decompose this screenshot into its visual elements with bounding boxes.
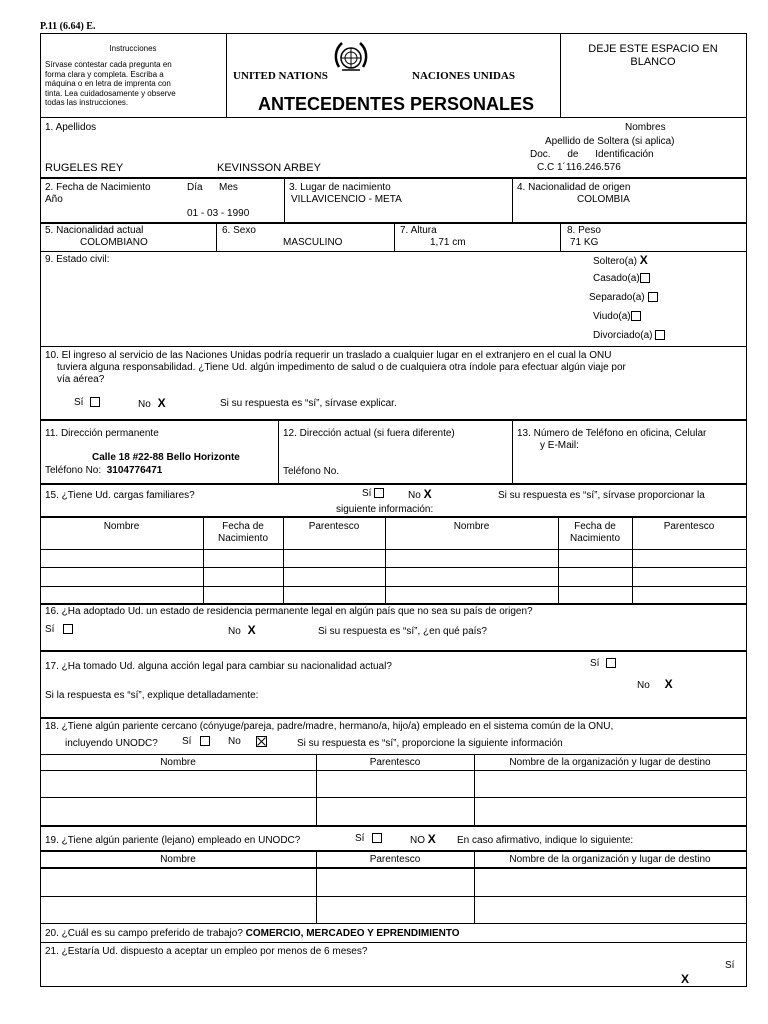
- q17-si-checkbox: [606, 658, 616, 668]
- q18-follow: Si su respuesta es “sí”, proporcione la siguiente información: [297, 738, 563, 749]
- checkbox-divorciado: [655, 330, 665, 340]
- height-field[interactable]: 1,71 cm: [430, 237, 466, 248]
- q1-soltera-label: Apellido de Soltera (si aplica): [545, 136, 675, 147]
- sex-field[interactable]: MASCULINO: [283, 237, 343, 248]
- checkbox-viudo: [631, 311, 641, 321]
- q1-doc-label: Doc. de Identificación: [530, 149, 654, 160]
- q19-si-option[interactable]: Sí: [355, 833, 382, 845]
- q1-label: 1. Apellidos: [45, 122, 97, 133]
- given-names-field[interactable]: KEVINSSON ARBEY: [217, 162, 321, 174]
- q8-label: 8. Peso: [567, 225, 601, 236]
- option-casado[interactable]: Casado(a): [593, 273, 650, 285]
- q18-label: 18. ¿Tiene algún pariente cercano (cónyuge/pareja, padre/madre, hermano/a, hijo/a) empleado en el sistema común de la ONU,: [45, 721, 614, 732]
- q21-si-label: Sí: [725, 960, 735, 971]
- q18-no-option[interactable]: No: [228, 736, 267, 748]
- q15-si-option[interactable]: Sí: [362, 488, 384, 500]
- birth-date-field[interactable]: 01 - 03 - 1990: [187, 208, 250, 219]
- q16-no-mark: X: [247, 623, 256, 637]
- current-nationality-field[interactable]: COLOMBIANO: [80, 237, 148, 248]
- q13-label: 13. Número de Teléfono en oficina, Celular: [517, 428, 707, 439]
- soltero-checked-mark: X: [639, 253, 648, 267]
- q18-col-organizacion: Nombre de la organización y lugar de destino: [509, 757, 711, 768]
- q17-no-mark: X: [664, 677, 673, 691]
- option-divorciado[interactable]: Divorciado(a): [593, 330, 665, 342]
- origin-nationality-field[interactable]: COLOMBIA: [577, 194, 630, 205]
- q15-no-mark: X: [423, 487, 432, 501]
- un-emblem-icon: [330, 37, 372, 82]
- q9-label: 9. Estado civil:: [45, 254, 110, 265]
- q10-explain: Si su respuesta es “sí”, sírvase explicar.: [220, 398, 397, 409]
- q6-label: 6. Sexo: [222, 225, 256, 236]
- q16-no-option[interactable]: No X: [228, 623, 256, 637]
- q19-no-option[interactable]: NO X: [410, 832, 436, 846]
- q18-si-checkbox: [200, 736, 210, 746]
- option-separado[interactable]: Separado(a): [589, 292, 658, 304]
- form-code: P.11 (6.64) E.: [40, 21, 96, 32]
- q3-label: 3. Lugar de nacimiento: [289, 182, 391, 193]
- instructions-title: Instrucciones: [109, 44, 157, 53]
- col-nacimiento-2: Nacimiento: [569, 533, 621, 544]
- q17-si-option[interactable]: Sí: [590, 658, 616, 670]
- blank-space-note: DEJE ESTE ESPACIO EN BLANCO: [588, 43, 718, 68]
- q19-no-mark: X: [427, 832, 436, 846]
- option-soltero[interactable]: Soltero(a) X: [593, 253, 648, 267]
- option-viudo[interactable]: Viudo(a): [593, 311, 641, 323]
- q10-no-option[interactable]: No X: [138, 396, 166, 410]
- col-parentesco-1: Parentesco: [308, 521, 360, 532]
- q16-si-checkbox: [63, 624, 73, 634]
- q7-label: 7. Altura: [400, 225, 437, 236]
- q2-mes: Mes: [219, 182, 238, 193]
- q2-anio: Año: [45, 194, 63, 205]
- q12-label: 12. Dirección actual (si fuera diferente): [283, 428, 455, 439]
- q18-col-parentesco: Parentesco: [369, 757, 421, 768]
- q5-label: 5. Nacionalidad actual: [45, 225, 144, 236]
- q19-si-checkbox: [372, 833, 382, 843]
- q19-col-organizacion: Nombre de la organización y lugar de destino: [509, 854, 711, 865]
- surname-field[interactable]: RUGELES REY: [45, 162, 124, 174]
- instructions-text: Sírvase contestar cada pregunta en forma clara y completa. Escriba a máquina o en letra de imprenta con tinta. Lea cuidadosamente y observe todas las instrucciones.: [45, 60, 176, 107]
- q10-si-option[interactable]: Sí: [74, 397, 100, 409]
- permanent-phone: Teléfono No: 3104776471: [45, 465, 163, 476]
- col-nombre-2: Nombre: [453, 521, 490, 532]
- q10-no-mark: X: [157, 396, 166, 410]
- q21-si-mark[interactable]: X: [681, 972, 690, 986]
- q20-question: 20. ¿Cuál es su campo preferido de trabajo? COMERCIO, MERCADEO Y EPRENDIMIENTO: [45, 928, 460, 939]
- q17-no-option[interactable]: No X: [637, 677, 673, 691]
- q11-label: 11. Dirección permanente: [45, 428, 159, 439]
- col-fecha-2: Fecha de: [574, 521, 616, 532]
- col-nacimiento-1: Nacimiento: [217, 533, 269, 544]
- q16-si-option[interactable]: Sí: [45, 624, 73, 636]
- q19-col-parentesco: Parentesco: [369, 854, 421, 865]
- q13-label2: y E-Mail:: [540, 440, 579, 451]
- col-fecha-1: Fecha de: [222, 521, 264, 532]
- q18-no-checkbox-checked: [256, 736, 267, 747]
- q15-follow: Si su respuesta es “sí”, sírvase proporcionar la: [498, 490, 705, 501]
- q16-label: 16. ¿Ha adoptado Ud. un estado de residencia permanente legal en algún país que no sea su país de origen?: [45, 606, 533, 617]
- form-title: ANTECEDENTES PERSONALES: [258, 94, 535, 114]
- weight-field[interactable]: 71 KG: [570, 237, 599, 248]
- q21-label: 21. ¿Estaría Ud. dispuesto a aceptar un empleo por menos de 6 meses?: [45, 946, 368, 957]
- q18-si-option[interactable]: Sí: [182, 736, 210, 748]
- q2-dia: Día: [187, 182, 203, 193]
- q10-si-checkbox: [90, 397, 100, 407]
- q2-label: 2. Fecha de Nacimiento: [45, 182, 151, 193]
- q17-follow: Si la respuesta es “sí”, explique detalladamente:: [45, 690, 259, 701]
- org-name-en: UNITED NATIONS: [233, 70, 328, 82]
- q15-si-checkbox: [374, 488, 384, 498]
- id-document-field[interactable]: C.C 1´116.246.576: [537, 162, 621, 173]
- birth-place-field[interactable]: VILLAVICENCIO - META: [291, 194, 402, 205]
- q15-label: 15. ¿Tiene Ud. cargas familiares?: [45, 490, 195, 501]
- permanent-address-field[interactable]: Calle 18 #22-88 Bello Horizonte: [92, 452, 240, 463]
- q15-follow2: siguiente información:: [336, 504, 434, 515]
- col-nombre-1: Nombre: [103, 521, 140, 532]
- q4-label: 4. Nacionalidad de origen: [517, 182, 631, 193]
- permanent-phone-field[interactable]: 3104776471: [106, 465, 163, 476]
- col-parentesco-2: Parentesco: [663, 521, 715, 532]
- org-name-es: NACIONES UNIDAS: [412, 70, 515, 82]
- q19-follow: En caso afirmativo, indique lo siguiente:: [457, 835, 634, 846]
- checkbox-casado: [640, 273, 650, 283]
- q1-nombres-label: Nombres: [625, 122, 666, 133]
- preferred-field-value[interactable]: COMERCIO, MERCADEO Y EPRENDIMIENTO: [245, 928, 460, 939]
- q18-col-nombre: Nombre: [160, 757, 196, 768]
- q17-label: 17. ¿Ha tomado Ud. alguna acción legal para cambiar su nacionalidad actual?: [45, 661, 392, 672]
- q19-col-nombre: Nombre: [160, 854, 196, 865]
- q19-label: 19. ¿Tiene algún pariente (lejano) empleado en UNODC?: [45, 835, 301, 846]
- q18-label2: incluyendo UNODC?: [65, 738, 158, 749]
- q15-no-option[interactable]: No X: [408, 487, 432, 501]
- q10-question: 10. El ingreso al servicio de las Naciones Unidas podría requerir un traslado a cualquier lugar en el extranjero en el cual la ONU tuviera alguna responsabilidad. ¿Tiene Ud. algún impedimento de salud o de cualquiera otra índole para efectuar algún viaje por vía aérea?: [45, 350, 626, 385]
- q12-phone-label: Teléfono No.: [283, 466, 340, 477]
- q16-follow: Si su respuesta es “sí”, ¿en qué país?: [318, 626, 487, 637]
- checkbox-separado: [648, 292, 658, 302]
